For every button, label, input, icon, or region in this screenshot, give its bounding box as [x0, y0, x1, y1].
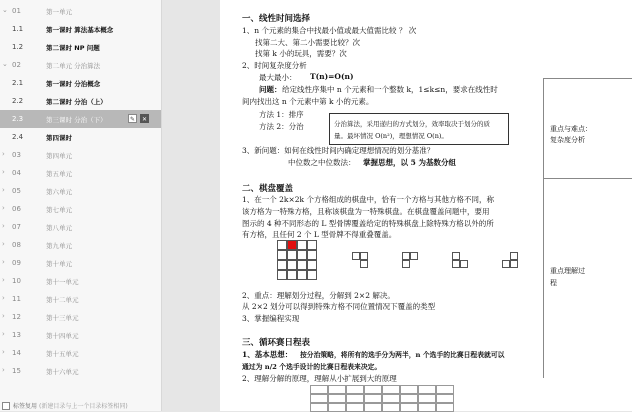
- expand-chevron-icon[interactable]: ›: [2, 348, 5, 356]
- board-square: [307, 240, 317, 250]
- row-number: 15: [12, 367, 21, 375]
- schedule-cell: [310, 385, 328, 394]
- expand-chevron-icon[interactable]: ⌄: [2, 60, 8, 68]
- document-page: [220, 0, 632, 411]
- expand-chevron-icon[interactable]: ›: [2, 222, 5, 230]
- s1-line5a: 最大最小：: [259, 73, 297, 82]
- row-number: 03: [12, 151, 21, 159]
- directory-row[interactable]: [0, 218, 161, 236]
- note1-line1: 重点与难点：: [550, 125, 592, 133]
- expand-chevron-icon[interactable]: ⌄: [2, 6, 8, 14]
- row-title: 第十二单元: [46, 296, 79, 304]
- row-number: 04: [12, 169, 21, 177]
- board-square: [287, 250, 297, 260]
- expand-chevron-icon[interactable]: ›: [2, 204, 5, 212]
- board-square: [307, 270, 317, 280]
- directory-row[interactable]: [0, 236, 161, 254]
- expand-chevron-icon[interactable]: ›: [2, 186, 5, 194]
- expand-chevron-icon[interactable]: ›: [2, 240, 5, 248]
- schedule-cell: [382, 394, 400, 403]
- schedule-cell: [400, 385, 418, 394]
- tag-reuse-footer[interactable]: [0, 400, 161, 411]
- s1-line1: 1、n 个元素的集合中找最小值或最大值需比较 ？ 次: [242, 26, 417, 35]
- schedule-cell: [418, 385, 436, 394]
- s2-line3: 图示的 4 种不同形态的 L 型骨牌覆盖给定的特殊棋盘上除特殊方格以外的所: [242, 219, 494, 228]
- row-title: 第十四单元: [46, 332, 79, 340]
- s1-line7: 间内找出这 n 个元素中第 k 小的元素。: [242, 97, 374, 106]
- s2-line6: 从 2×2 划分可以得到特殊方格不同位置情况下覆盖的类型: [242, 302, 436, 311]
- directory-row[interactable]: [0, 308, 161, 326]
- row-number: 08: [12, 241, 21, 249]
- row-number: 09: [12, 259, 21, 267]
- directory-row[interactable]: [0, 56, 161, 74]
- row-number: 05: [12, 187, 21, 195]
- directory-row[interactable]: [0, 2, 161, 20]
- directory-row[interactable]: [0, 92, 161, 110]
- schedule-cell: [418, 394, 436, 403]
- row-title: 第一单元: [46, 8, 72, 16]
- note2-line1: 重点理解过: [550, 267, 585, 275]
- section3-title: 三、循环赛日程表: [242, 338, 311, 348]
- row-number: 07: [12, 223, 21, 231]
- row-number: 1.1: [12, 25, 24, 33]
- row-number: 1.2: [12, 43, 24, 51]
- s1-line3: 找第 k 小的玩具，需要？次: [255, 49, 347, 58]
- tag-reuse-checkbox[interactable]: [2, 402, 10, 410]
- expand-chevron-icon[interactable]: ›: [2, 258, 5, 266]
- row-title: 第九单元: [46, 242, 72, 250]
- directory-row[interactable]: [0, 272, 161, 290]
- board-square: [287, 260, 297, 270]
- row-title: 第五单元: [46, 170, 72, 178]
- tromino-cell: [402, 252, 410, 260]
- delete-icon[interactable]: ✕: [141, 116, 148, 123]
- board-square: [277, 270, 287, 280]
- tromino-cell: [460, 260, 468, 268]
- schedule-cell: [364, 394, 382, 403]
- schedule-cell: [364, 385, 382, 394]
- board-square: [287, 270, 297, 280]
- s3-line3: 2、理解分解的原理，理解从小扩展到大的原理: [242, 374, 397, 383]
- tag-reuse-label: 标签复用: [13, 403, 38, 410]
- expand-chevron-icon[interactable]: ›: [2, 276, 5, 284]
- row-number: 2.3: [12, 115, 24, 123]
- board-square: [277, 260, 287, 270]
- row-number: 2.2: [12, 97, 24, 105]
- directory-row[interactable]: [0, 110, 161, 128]
- row-number: 02: [12, 61, 21, 69]
- directory-row[interactable]: [0, 128, 161, 146]
- schedule-cell: [382, 385, 400, 394]
- row-number: 14: [12, 349, 21, 357]
- row-title: 第一课时 分治概念: [46, 80, 101, 88]
- directory-row[interactable]: [0, 200, 161, 218]
- row-title: 第八单元: [46, 224, 72, 232]
- row-number: 10: [12, 277, 21, 285]
- schedule-cell: [400, 394, 418, 403]
- directory-row[interactable]: [0, 38, 161, 56]
- expand-chevron-icon[interactable]: ›: [2, 366, 5, 374]
- directory-row[interactable]: [0, 146, 161, 164]
- s1-line10: 3、新问题：如何在线性时间内确定理想情况的划分基准？: [242, 146, 435, 155]
- board-square: [297, 240, 307, 250]
- schedule-cell: [436, 385, 454, 394]
- schedule-cell: [328, 385, 346, 394]
- expand-chevron-icon[interactable]: ›: [2, 168, 5, 176]
- tromino-cell: [410, 252, 418, 260]
- directory-row[interactable]: [0, 362, 161, 380]
- tromino-cell: [452, 252, 460, 260]
- tooltip-line2: 量。最坏情况 O(n²)，理想情况 O(n)。: [334, 132, 448, 140]
- row-number: 06: [12, 205, 21, 213]
- s1-line6a: 问题：: [259, 85, 282, 94]
- row-number: 2.4: [12, 133, 24, 141]
- s1-line2: 找第二大、第二小需要比较？次: [255, 38, 360, 47]
- edit-icon[interactable]: ✎: [129, 116, 136, 123]
- directory-row[interactable]: [0, 182, 161, 200]
- special-square: [287, 240, 297, 250]
- tromino-cell: [352, 252, 360, 260]
- s3-line2: 通过为 n/2 个选手设计的比赛日程表来决定。: [242, 363, 382, 371]
- board-square: [307, 260, 317, 270]
- directory-row[interactable]: [0, 20, 161, 38]
- row-number: 12: [12, 313, 21, 321]
- s1-line6b: 给定线性序集中 n 个元素和一个整数 k，1≤k≤n，要求在线性时: [282, 85, 498, 94]
- schedule-cell: [436, 394, 454, 403]
- board-square: [297, 270, 307, 280]
- expand-chevron-icon[interactable]: ›: [2, 330, 5, 338]
- expand-chevron-icon[interactable]: ›: [2, 294, 5, 302]
- expand-chevron-icon[interactable]: ›: [2, 312, 5, 320]
- row-title: 第七单元: [46, 206, 72, 214]
- schedule-cell: [310, 394, 328, 403]
- tag-reuse-hint: (新建目录与上一个目录标签相同): [39, 403, 128, 410]
- tromino-cell: [510, 260, 518, 268]
- directory-row[interactable]: [0, 74, 161, 92]
- row-number: 13: [12, 331, 21, 339]
- row-number: 11: [12, 295, 21, 303]
- schedule-cell: [346, 385, 364, 394]
- note1-line2: 复杂度分析: [550, 136, 585, 144]
- row-title: 第三课时 分治（下）: [46, 116, 107, 124]
- tromino-cell: [402, 260, 410, 268]
- s1-line11a: 中位数之中位数法：: [288, 158, 356, 167]
- row-title: 第十单元: [46, 260, 72, 268]
- note2-line2: 程: [550, 279, 557, 287]
- row-title: 第四课时: [46, 134, 72, 142]
- section2-title: 二、棋盘覆盖: [242, 184, 294, 194]
- tromino-cell: [360, 260, 368, 268]
- section1-title: 一、线性时间选择: [242, 14, 311, 24]
- s1-line4: 2、时间复杂度分析: [242, 61, 307, 70]
- s3-line1b: 按分治策略，将所有的选手分为两半，n 个选手的比赛日程表就可以: [300, 351, 505, 359]
- row-title: 第一课时 算法基本概念: [46, 26, 114, 34]
- schedule-cell: [346, 394, 364, 403]
- board-square: [277, 250, 287, 260]
- directory-sidebar: [0, 0, 162, 411]
- tromino-cell: [360, 252, 368, 260]
- row-title: 第四单元: [46, 152, 72, 160]
- board-square: [277, 240, 287, 250]
- expand-chevron-icon[interactable]: ›: [2, 150, 5, 158]
- row-title: 第二单元 分治算法: [46, 62, 101, 70]
- row-number: 01: [12, 7, 21, 15]
- directory-row[interactable]: [0, 344, 161, 362]
- s2-line5: 2、重点：理解划分过程，分解到 2×2 解决。: [242, 291, 395, 300]
- s1-line8: 方法 1：排序: [259, 110, 304, 119]
- schedule-cell: [328, 394, 346, 403]
- row-number: 2.1: [12, 79, 24, 87]
- s1-line9: 方法 2：分治: [259, 122, 304, 131]
- tromino-cell: [510, 252, 518, 260]
- row-title: 第十六单元: [46, 368, 79, 376]
- directory-row[interactable]: [0, 290, 161, 308]
- s2-line7: 3、掌握编程实现: [242, 314, 300, 323]
- directory-row[interactable]: [0, 326, 161, 344]
- row-title: 第二课时 NP 问题: [46, 44, 100, 52]
- tooltip-line1: 分治算法，采用递归的方式划分，效率取决于划分的质: [334, 120, 490, 128]
- row-title: 第二课时 分治（上）: [46, 98, 107, 106]
- directory-row[interactable]: [0, 164, 161, 182]
- board-square: [297, 250, 307, 260]
- board-square: [307, 250, 317, 260]
- row-title: 第十三单元: [46, 314, 79, 322]
- tromino-cell: [452, 260, 460, 268]
- row-title: 第十五单元: [46, 350, 79, 358]
- row-title: 第六单元: [46, 188, 72, 196]
- row-title: 第十一单元: [46, 278, 79, 286]
- directory-row[interactable]: [0, 254, 161, 272]
- divide-conquer-tooltip: [329, 113, 509, 145]
- s2-line1: 1、在一个 2k×2k 个方格组成的棋盘中，恰有一个方格与其他方格不同，称: [242, 195, 494, 204]
- s2-line4: 有方格，且任何 2 个 L 型骨牌不得重叠覆盖。: [242, 230, 397, 239]
- s2-line2: 该方格为一特殊方格，且称该棋盘为一特殊棋盘。在棋盘覆盖问题中，要用: [242, 207, 490, 216]
- board-square: [297, 260, 307, 270]
- s1-line5b: T(n)=O(n): [310, 72, 354, 81]
- tromino-cell: [502, 260, 510, 268]
- s1-line11b: 掌握思想，以 5 为基数分组: [363, 158, 456, 167]
- s3-line1a: 1、基本思想：: [242, 350, 293, 359]
